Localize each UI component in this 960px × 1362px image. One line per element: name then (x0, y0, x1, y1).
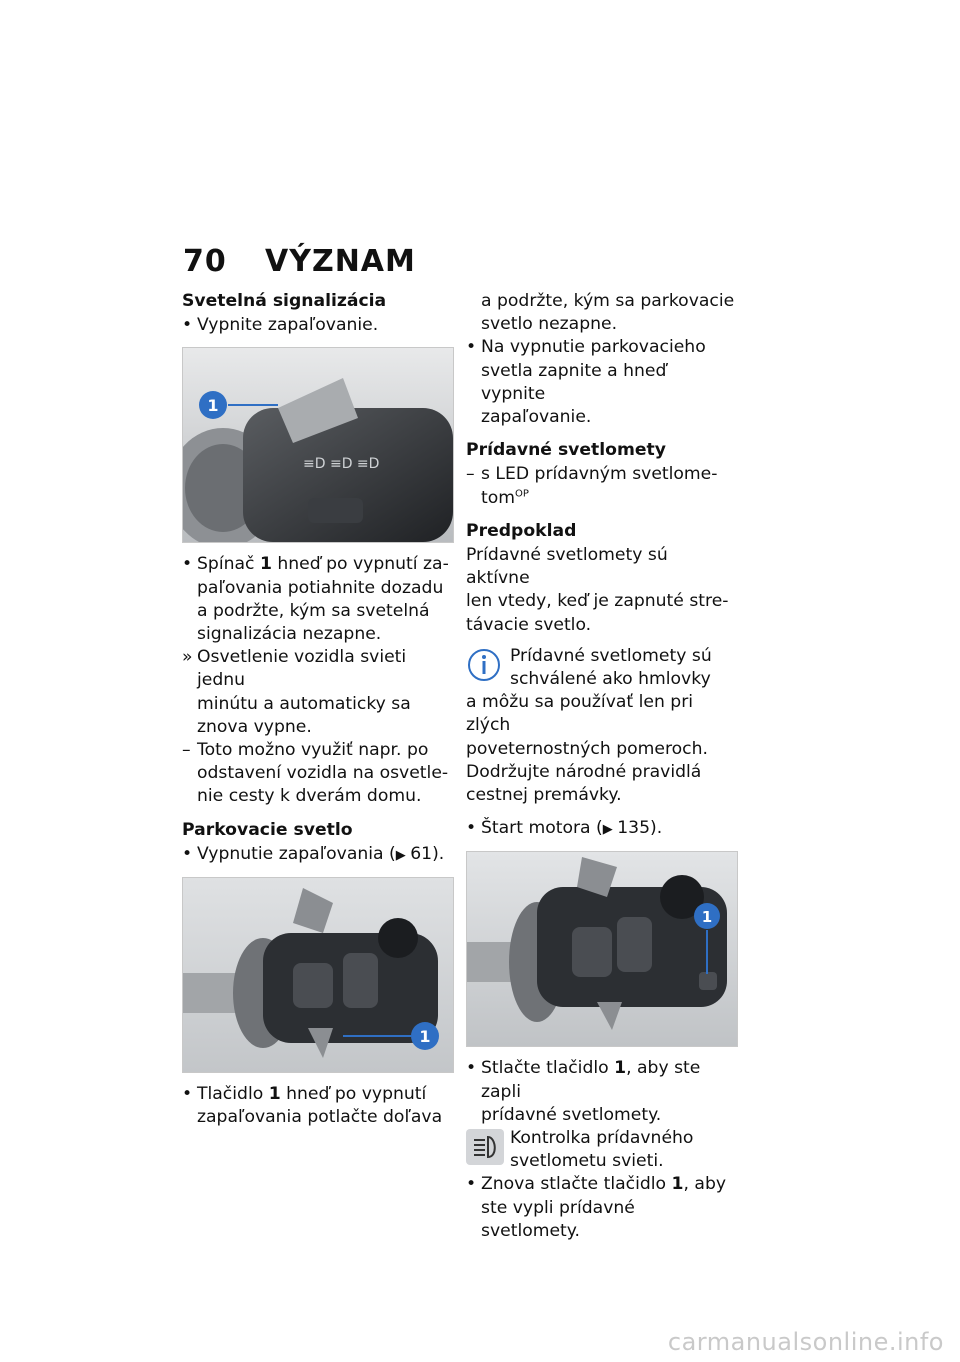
watermark: carmanualsonline.info (667, 1328, 944, 1356)
bullet-item: • Na vypnutie parkovacieho svetla zapnite a hneď vypnite zapaľovanie. (466, 337, 706, 428)
info-note: Prídavné svetlomety sú schválené ako hmlovky a môžu sa používať len pri zlých poveternostných pomeroch. Dodržujte národné pravidlá cestnej premávky. (466, 645, 712, 806)
page-reference-arrow-icon: ▶ (602, 822, 612, 838)
page-number: 70 (183, 244, 227, 279)
figure-parking-light-button (182, 877, 454, 1073)
bullet-item: • Znova stlačte tlačidlo 1, aby ste vypli prídavné svetlomety. (466, 1174, 727, 1241)
bullet-item: • Vypnite zapaľovanie. (182, 315, 379, 336)
result-item: » Osvetlenie vozidla svieti jednu minútu a automaticky sa znova vypne. (182, 647, 411, 737)
figure-headlight-flasher-switch (182, 347, 454, 543)
auxiliary-light-indicator-icon (466, 1129, 504, 1165)
indicator-note: Kontrolka prídavného svetlometu svieti. (466, 1127, 736, 1173)
paragraph: Prídavné svetlomety sú aktívne len vtedy, keď je zapnuté stre- távacie svetlo. (466, 545, 729, 635)
bullet-item: • Štart motora (▶ 135). (466, 818, 663, 839)
callout-label: 1 (207, 396, 219, 416)
chapter-title: VÝZNAM (265, 244, 416, 279)
page-header (183, 244, 416, 279)
bullet-item: • Vypnutie zapaľovania (▶ 61). (182, 843, 445, 864)
info-icon (466, 647, 502, 683)
section-heading: Parkovacie svetlo (182, 819, 353, 840)
bullet-item: • Spínač 1 hneď po vypnutí za- paľovania potiahnite dozadu a podržte, kým sa svetelná signalizácia nezapne. (182, 554, 449, 645)
svg-text:≡D ≡D ≡D: ≡D ≡D ≡D (303, 456, 380, 473)
figure-auxiliary-light-button (466, 851, 738, 1047)
section-heading: Svetelná signalizácia (182, 291, 387, 311)
bullet-item: • Tlačidlo 1 hneď po vypnutí zapaľovania potlačte doľava (182, 1084, 443, 1128)
optional-equipment-mark: OP (515, 487, 529, 499)
section-heading: Prídavné svetlomety (466, 440, 666, 461)
bullet-continuation: a podržte, kým sa parkovacie svetlo nezapne. (481, 291, 735, 335)
right-column (466, 290, 736, 1243)
section-heading: Predpoklad (466, 520, 577, 541)
dash-item: – Toto možno využiť napr. po odstavení vozidla na osvetle- nie cesty k dverám domu. (182, 740, 449, 807)
callout-label: 1 (419, 1027, 431, 1047)
callout-label: 1 (701, 908, 713, 927)
dash-item: – s LED prídavným svetlome- tom$^{OP}$ (466, 464, 718, 508)
bullet-item: • Stlačte tlačidlo 1, aby ste zapli prídavné svetlomety. (466, 1058, 701, 1125)
left-column (182, 290, 452, 1129)
page-reference-arrow-icon: ▶ (395, 847, 405, 863)
